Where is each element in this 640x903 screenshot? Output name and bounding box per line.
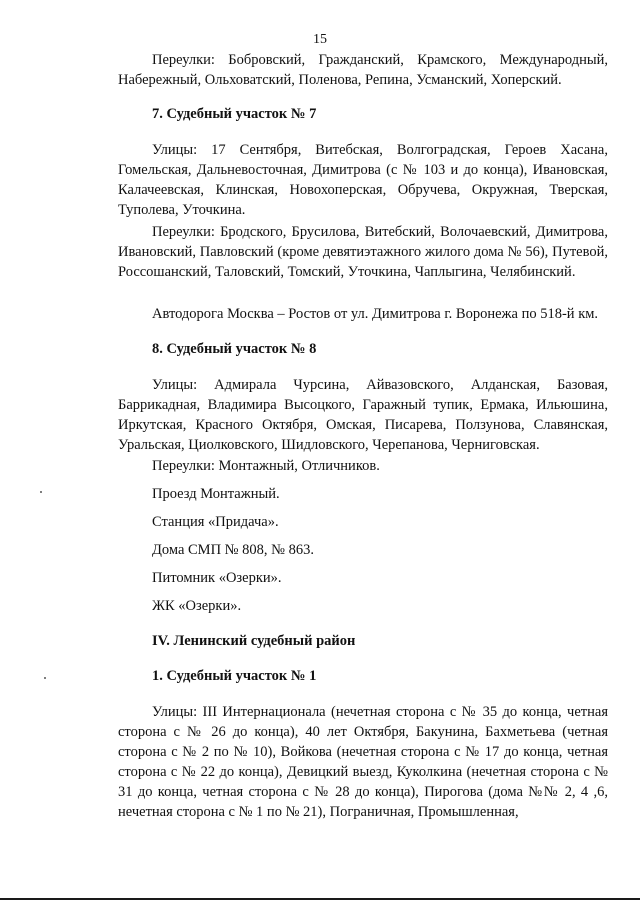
- section-heading-7: 7. Судебный участок № 7: [152, 106, 317, 122]
- district-heading-leninsky: IV. Ленинский судебный район: [152, 633, 356, 649]
- paragraph-passage: Проезд Монтажный.: [152, 486, 280, 502]
- paragraph-streets-8: Улицы: Адмирала Чурсина, Айвазовского, Алданская, Базовая, Баррикадная, Владимира Высоцкого, Гаражный тупик, Ермака, Ильюшина, Иркутская, Красного Октября, Омская, Писарева, Ползунова, Славянская, Уральская, Циолковского, Шидловского, Черепанова, Черниговская.: [118, 377, 608, 453]
- paragraph-residential-complex: ЖК «Озерки».: [152, 598, 242, 614]
- paragraph-lanes-6: Переулки: Бобровский, Гражданский, Крамского, Международный, Набережный, Ольховатский, Поленова, Репина, Усманский, Хоперский.: [118, 52, 608, 88]
- paragraph-streets-leninsky-1: Улицы: III Интернационала (нечетная сторона с № 35 до конца, четная сторона с № 26 до конца), 40 лет Октября, Бакунина, Бахметьева (четная сторона с № 2 по № 10), Войкова (нечетная сторона с № 17 до конца, четная сторона с № 22 до конца), Девицкий выезд, Куколкина (нечетная сторона с № 31 до конца, четная сторона с № 28 до конца), Пирогова (дома №№ 2, 4 ,6, нечетная сторона с № 1 по № 21), Пограничная, Промышленная,: [118, 704, 608, 820]
- page-number: 15: [313, 32, 327, 47]
- paragraph-highway: Автодорога Москва – Ростов от ул. Димитрова г. Воронежа по 518-й км.: [152, 306, 599, 322]
- scan-mark: [44, 677, 46, 679]
- scan-mark: [40, 491, 42, 493]
- paragraph-lanes-7: Переулки: Бродского, Брусилова, Витебский, Волочаевский, Димитрова, Ивановский, Павловский (кроме девятиэтажного жилого дома № 56), Путевой, Россошанский, Таловский, Томский, Уточкина, Чаплыгина, Челябинский.: [118, 224, 608, 280]
- paragraph-lanes-8: Переулки: Монтажный, Отличников.: [152, 458, 380, 474]
- section-heading-leninsky-1: 1. Судебный участок № 1: [152, 668, 317, 684]
- bottom-rule: [0, 898, 640, 900]
- section-heading-8: 8. Судебный участок № 8: [152, 341, 317, 357]
- paragraph-nursery: Питомник «Озерки».: [152, 570, 282, 586]
- paragraph-houses: Дома СМП № 808, № 863.: [152, 542, 314, 558]
- paragraph-station: Станция «Придача».: [152, 514, 279, 530]
- paragraph-streets-7: Улицы: 17 Сентября, Витебская, Волгоградская, Героев Хасана, Гомельская, Дальневосточная, Димитрова (с № 103 и до конца), Ивановская, Калачеевская, Клинская, Новохоперская, Обручева, Окружная, Тверская, Туполева, Уточкина.: [118, 142, 608, 218]
